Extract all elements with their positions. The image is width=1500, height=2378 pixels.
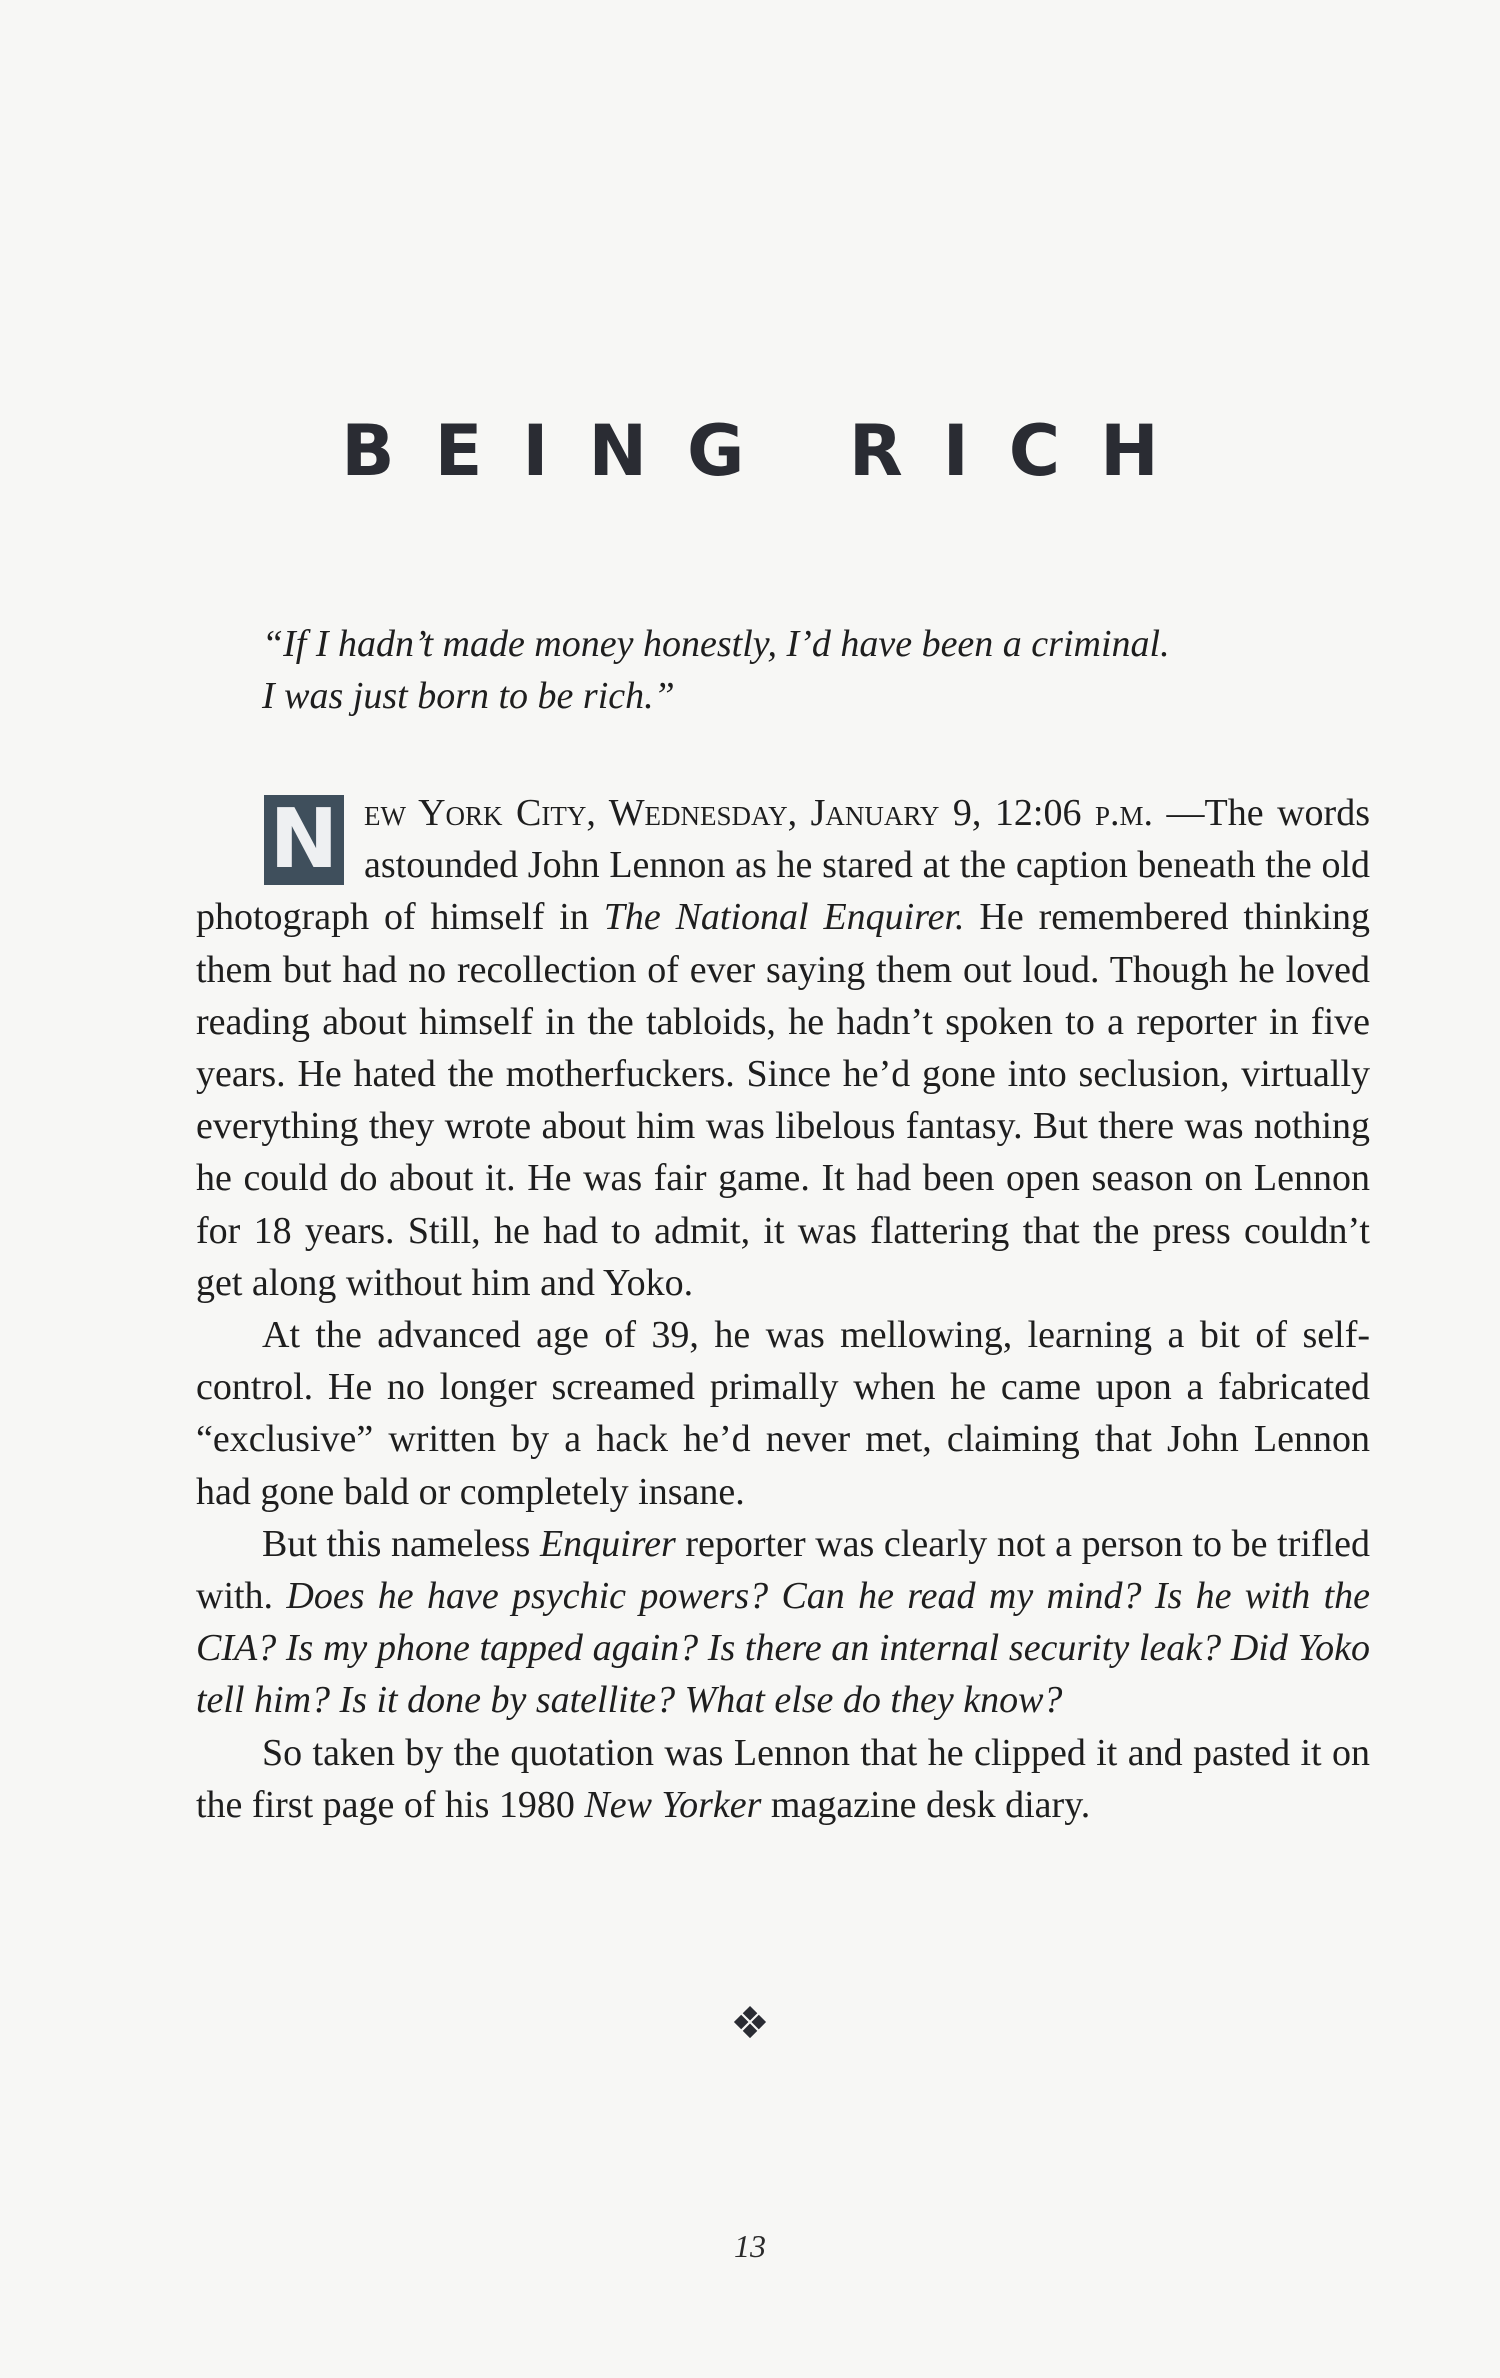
epigraph-line-2: I was just born to be rich.” bbox=[262, 675, 675, 717]
paragraph-3-middle: reporter was clearly not a person to be trifled with. bbox=[196, 1522, 1370, 1618]
magazine-title: New Yorker bbox=[584, 1783, 762, 1826]
paragraph-2: At the advanced age of 39, he was mellowing, learning a bit of self-control. He no longer screamed primally when he came upon a fabricated “exclusive” written by a hack he’d never met, claiming that John Lennon had gone bald or completely insane. bbox=[196, 1314, 1370, 1513]
paragraph-3 bbox=[196, 1518, 1370, 1727]
paragraph-4-end: magazine desk diary. bbox=[761, 1783, 1091, 1826]
opening-text: —The words astounded John Lennon as he stared at the caption beneath the old photograph of himself in bbox=[196, 792, 1371, 939]
paragraph-3-questions: Does he have psychic powers? Can he read my mind? Is he with the CIA? Is my phone tapped again? Is there an internal security leak? Did Yoko tell him? Is it done by satellite? What else do they know? bbox=[196, 1575, 1370, 1722]
opening-text-continued: He remembered thinking them but had no recollection of ever saying them out loud. Though he loved reading about himself in the tabloids, he hadn’t spoken to a reporter in five years. He hated the motherfuckers. Since he’d gone into seclusion, virtually everything they wrote about him was libelous fantasy. But there was nothing he could do about it. He was fair game. It had been open season on Lennon for 18 years. Still, he had to admit, it was flattering that the press couldn’t get along without him and Yoko. bbox=[196, 896, 1370, 1304]
enquirer-title: Enquirer bbox=[539, 1522, 676, 1565]
paragraph-4 bbox=[196, 1727, 1370, 1831]
drop-cap: N bbox=[264, 795, 344, 885]
epigraph-line-1: “If I hadn’t made money honestly, I’d have been a criminal. bbox=[262, 623, 1170, 665]
epigraph bbox=[262, 618, 1362, 722]
paragraph-3-intro: But this nameless bbox=[262, 1522, 540, 1565]
section-ornament-icon: ❖ bbox=[730, 1998, 770, 2049]
opening-paragraph bbox=[196, 787, 1370, 1309]
body-text bbox=[196, 787, 1370, 1831]
publication-title: The National Enquirer. bbox=[603, 896, 965, 939]
page-number: 13 bbox=[734, 2228, 766, 2264]
chapter-title: BEING RICH bbox=[341, 410, 1199, 492]
dateline: ew York City, Wednesday, January 9, 12:06 p.m. bbox=[364, 792, 1154, 834]
paragraph-4-intro: So taken by the quotation was Lennon that he clipped it and pasted it on the first page of his 1980 bbox=[196, 1731, 1370, 1826]
